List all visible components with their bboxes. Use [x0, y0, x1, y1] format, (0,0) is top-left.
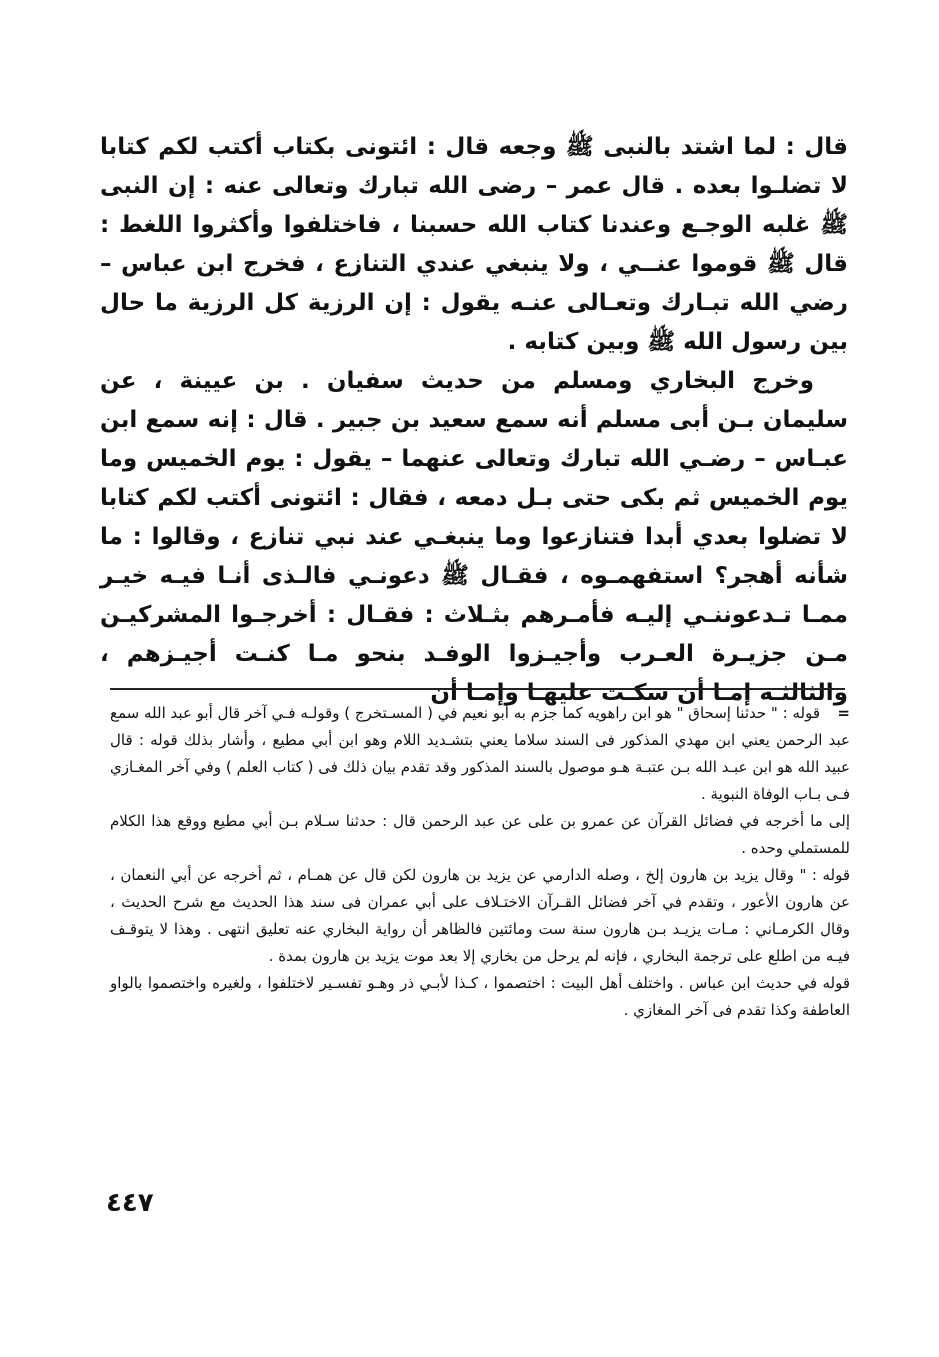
footnote-1: [110, 700, 850, 808]
footnote-4: قوله في حديث ابن عباس . واختلف أهل البيت : اختصموا ، كـذا لأبـي ذر وهـو تفسـير لاختلفوا ، ولغيره واختصموا بالواو العاطفة وكذا تقدم فى آخر المغازي .: [110, 974, 850, 1019]
footnote-1-text: قوله : " حدثنا إسحاق " هو ابن راهويه كما جزم به أبو نعيم في ( المسـتخرج ) وقولـه فـي آخر قال أبو عبد الله سمع عبد الرحمن يعني ابن مهدي المذكور فى السند سلاما يعني بتشـديد اللام وهو ابن أبي مطيع ، وأشار بذلك قوله : قال عبيد الله هو ابن عبـد الله بـن عتبـة هـو موصول بالسند المذكور وقد تقدم بيان ذلك فى ( كتاب العلم ) وفي آخر المغـازي فـى بـاب الوفاة النبوية .: [110, 704, 850, 803]
footnote-2: إلى ما أخرجه في فضائل القرآن عن عمرو بن على عن عبد الرحمن قال : حدثنا سـلام بـن أبي مطيع ووقع هذا الكلام للمستملي وحده .: [110, 812, 850, 857]
main-text: [100, 128, 848, 713]
footnote-3: قوله : " وقال يزيد بن هارون إلخ ، وصله الدارمي عن يزيد بن هارون لكن قال عن همـام ، ثم أخرجه عن أبي النعمان ، عن هارون الأعور ، وتقدم في آخر فضائل القـرآن الاختـلاف على أبي عمران فى سند هذا الحديث مع شرح الحديث ، وقال الكرمـاني : مـات يزيـد بـن هارون سنة ست ومائتين فالظاهر أن رواية البخاري عنه تعليق انتهى . وهذا لا يتوقـف فيـه من اطلع على ترجمة البخاري ، فإنه لم يرحل من بخاري إلا بعد موت يزيد بن هارون بمدة .: [110, 866, 850, 965]
page-number: ٤٤٧: [106, 1188, 154, 1218]
footnotes: [110, 700, 850, 1024]
main-paragraph-2: وخرج البخاري ومسلم من حديث سفيان . بن عيينة ، عن سليمان بـن أبى مسلم أنه سمع سعيد بن جبير . قال : إنه سمع ابن عبـاس – رضـي الله تبارك وتعالى عنهما – يقول : يوم الخميس وما يوم الخميس ثم بكى حتى بـل دمعه ، فقال : ائتونى أكتب لكم كتابا لا تضلوا بعدي أبدا فتنازعوا وما ينبغـي عند نبي تنازع ، وقالوا : ما شأنه أهجر؟ استفهمـوه ، فقـال ﷺ دعونـي فالـذى أنـا فيـه خيـر ممـا تـدعوننـي إليـه فأمـرهم بثـلاث : فقـال : أخرجـوا المشركيـن مـن جزيـرة العـرب وأجيـزوا الوفـد بنحو مـا كنـت أجيـزهم ، والثالثـة إمـا أن سكـت عليهـا وإمـا أن: [100, 368, 848, 706]
main-paragraph-1: قال : لما اشتد بالنبى ﷺ وجعه قال : ائتونى بكتاب أكتب لكم كتابا لا تضلـوا بعده . قال عمر – رضى الله تبارك وتعالى عنه : إن النبى ﷺ غلبه الوجـع وعندنا كتاب الله حسبنا ، فاختلفوا وأكثروا اللغط : قال ﷺ قوموا عنــي ، ولا ينبغي عندي التنازع ، فخرج ابن عباس – رضي الله تبـارك وتعـالى عنـه يقول : إن الرزية كل الرزية ما حال بين رسول الله ﷺ وبين كتابه .: [100, 134, 848, 355]
footnote-divider: [110, 688, 845, 690]
continuation-mark: =: [837, 704, 850, 722]
